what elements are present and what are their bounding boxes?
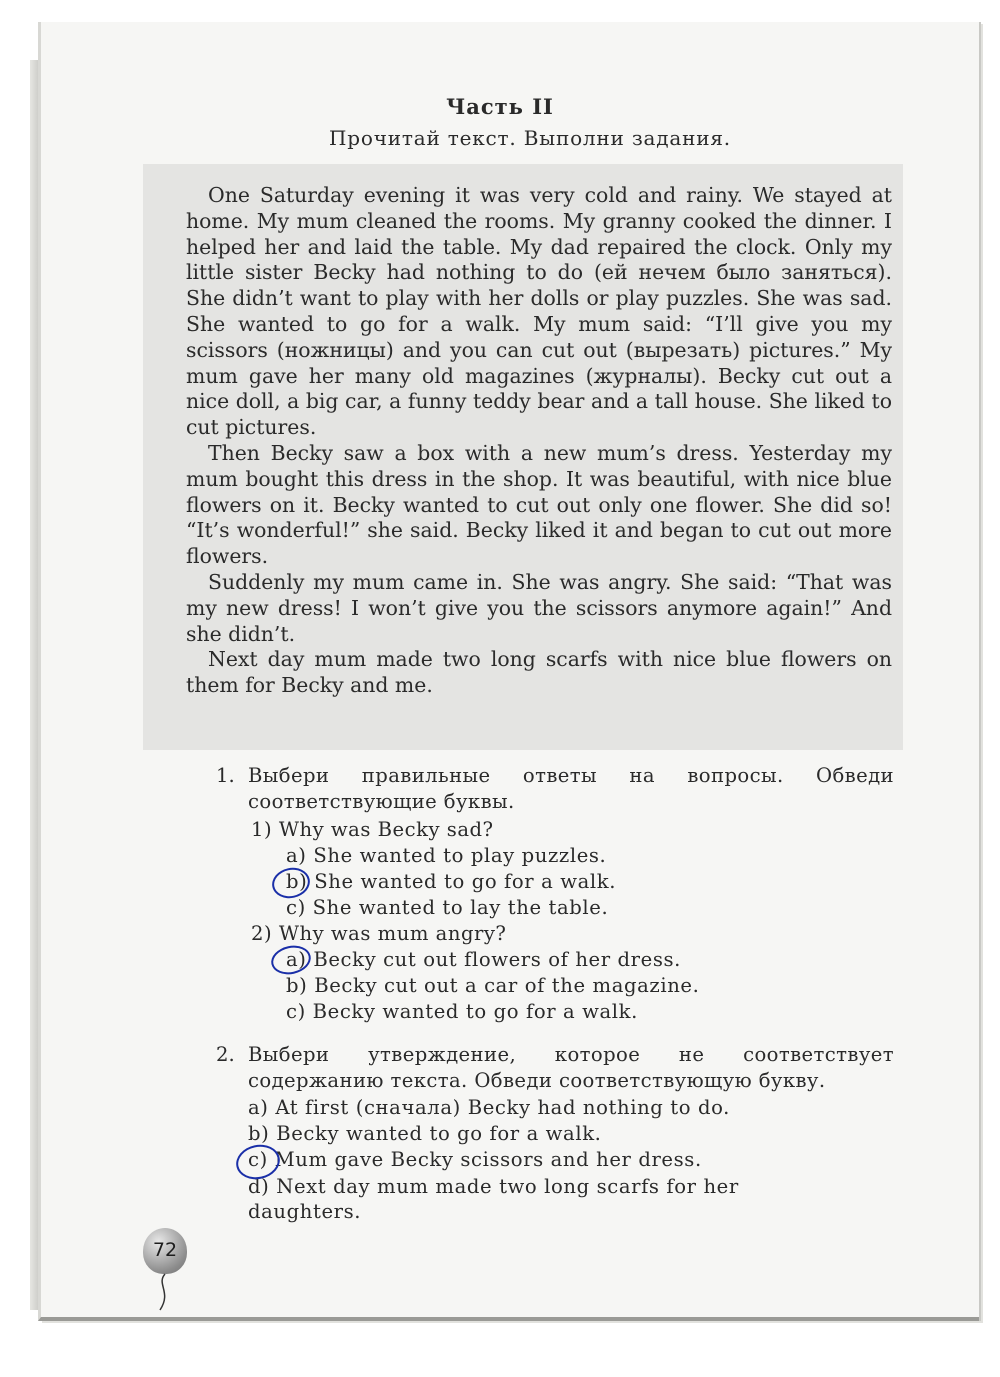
answer-option[interactable]: c) Mum gave Becky scissors and her dress. [248,1148,702,1171]
answer-option-text: d) Next day mum made two long scarfs for her daughters. [248,1175,739,1223]
passage-paragraph: Then Becky saw a box with a new mum’s dress. Yesterday my mum bought this dress in the shop. It was beautiful, with nice blue flowers on it. Becky wanted to cut out only one flower. She did so! “It’s wonderful!” she said. Becky liked it and began to cut out more flowers. [186,440,892,569]
passage-paragraph: Next day mum made two long scarfs with nice blue flowers on them for Becky and me. [186,647,892,698]
answer-option[interactable]: b) Becky cut out a car of the magazine. [286,974,700,997]
answer-option[interactable]: a) Becky cut out flowers of her dress. [286,948,681,971]
answer-option[interactable]: c) She wanted to lay the table. [286,896,609,919]
passage-paragraph: One Saturday evening it was very cold and rainy. We stayed at home. My mum cleaned the rooms. My granny cooked the dinner. I helped her and laid the table. My dad repaired the clock. Only my little sister Becky had nothing to do (ей нечем было заняться). She didn’t want to play with her dolls or play puzzles. She was sad. She wanted to go for a walk. My mum said: “I’ll give you my scissors (ножницы) and you can cut out (вырезать) pictures.” My mum gave her many old magazines (журналы). Becky cut out a nice doll, a big car, a funny teddy bear and a tall house. She liked to cut pictures. [186,183,892,440]
answer-option[interactable] [248,1174,858,1224]
page-edge [30,60,38,1310]
answer-option[interactable]: a) At first (сначала) Becky had nothing to do. [248,1096,730,1119]
task-instruction: Выбери утверждение, которое не соответствует содержанию текста. Обведи соответствующую букву. [248,1043,894,1092]
page-number: 72 [152,1239,178,1261]
page-number-balloon [143,1228,187,1274]
reading-instruction: Прочитай текст. Выполни задания. [329,126,731,150]
answer-option[interactable]: a) She wanted to play puzzles. [286,844,607,867]
question-2: 2) Why was mum angry? [251,922,507,945]
passage-text [186,183,892,699]
passage-paragraph: Suddenly my mum came in. She was angry. She said: “That was my new dress! I won’t give you the scissors anymore again!” And she didn’t. [186,569,892,646]
question-1: 1) Why was Becky sad? [251,818,494,841]
task-number: 1. [216,764,235,787]
balloon-string [148,1272,178,1312]
answer-option[interactable]: c) Becky wanted to go for a walk. [286,1000,638,1023]
task-2 [216,1042,894,1094]
part-title: Часть II [446,94,554,119]
task-instruction: Выбери правильные ответы на вопросы. Обведи соответствующие буквы. [248,764,894,813]
task-1 [216,763,894,815]
task-number: 2. [216,1043,235,1066]
answer-option[interactable]: b) She wanted to go for a walk. [286,870,617,893]
answer-option[interactable]: b) Becky wanted to go for a walk. [248,1122,602,1145]
